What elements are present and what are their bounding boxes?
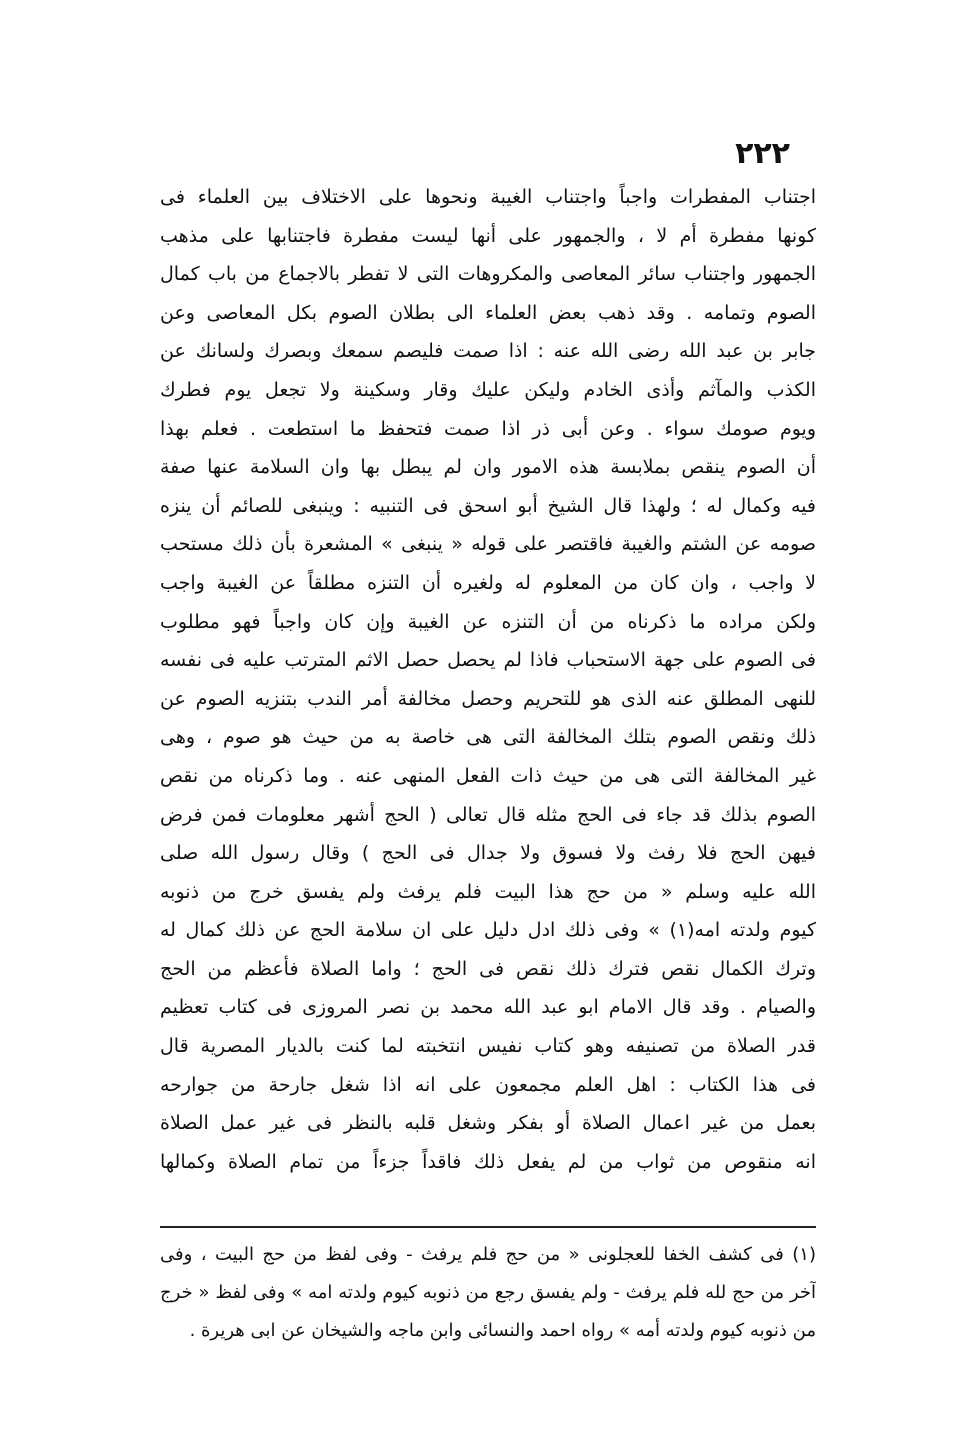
body-line: ذلك ونقص الصوم بتلك المخالفة التى هى خاصة به من حيث هو صوم ، وهى [160, 726, 816, 749]
body-line: الصوم بذلك قد جاء فى الحج مثله قال تعالى ( الحج أشهر معلومات فمن فرض [160, 803, 816, 826]
body-line: فيه وكمال له ؛ ولهذا قال الشيخ أبو اسحق فى التنبيه : وينبغى للصائم أن ينزه [160, 494, 816, 517]
footnote-line: (١) فى كشف الخفا للعجلونى « من حج فلم يرفث - وفى لفظ من حج البيت ، وفى [160, 1244, 816, 1265]
body-line: قدر الصلاة من تصنيفه وهو كتاب نفيس انتخبته لما كنت بالديار المصرية قال [160, 1035, 816, 1058]
body-line: ويوم صومك سواء . وعن أبى ذر اذا صمت فتحفظ ما استطعت . فعلم بهذا [160, 417, 816, 440]
body-line: لا واجب ، وان كان من المعلوم له ولغيره أن التنزه مطلقاً عن الغيبة واجب [160, 571, 816, 594]
footnote-divider [160, 1226, 816, 1228]
body-line: فى هذا الكتاب : اهل العلم مجمعون على انه اذا شغل جارحة من جوارحه [160, 1073, 816, 1096]
body-line: انه منقوص من ثواب من لم يفعل ذلك فاقداً جزءاً من تمام الصلاة وكمالها [160, 1150, 816, 1173]
body-line: الكذب والمآثم وأذى الخادم وليكن عليك وقار وسكينة ولا تجعل يوم فطرك [160, 378, 816, 401]
body-line: وترك الكمال نقص فترك ذلك نقص فى الحج ؛ واما الصلاة فأعظم من الحج [160, 957, 816, 980]
body-line: الصوم وتمامه . وقد ذهب بعض العلماء الى بطلان الصوم بكل المعاصى وعن [160, 301, 816, 324]
body-line: ولكن مراده ما ذكرناه من أن التنزه عن الغيبة وإن كان واجباً فهو مطلوب [160, 610, 816, 633]
body-line: غير المخالفة التى هى من حيث ذات الفعل المنهى عنه . وما ذكرناه من نقص [160, 764, 816, 787]
page-number: ٢٢٢ [735, 136, 790, 171]
body-text [160, 178, 816, 1181]
body-line: فيهن الحج فلا رفث ولا فسوق ولا جدال فى الحج ) وقال رسول الله صلى [160, 842, 816, 865]
body-line: كيوم ولدته امه(١) » وفى ذلك ادل دليل على ان سلامة الحج عن ذلك كمال له [160, 919, 816, 942]
footnote-line: آخر من حج لله فلم يرفث - ولم يفسق رجع من ذنوبه كيوم ولدته امه » وفى لفظ « خرج [160, 1282, 816, 1303]
body-line: الجمهور واجتناب سائر المعاصى والمكروهات التى لا تفطر بالاجماع من باب كمال [160, 263, 816, 286]
body-line: والصيام . وقد قال الامام ابو عبد الله محمد بن نصر المروزى فى كتاب تعظيم [160, 996, 816, 1019]
body-line: صومه عن الشتم والغيبة فاقتصر على قوله « ينبغى » المشعرة بأن ذلك مستحب [160, 533, 816, 556]
body-line: جابر بن عبد الله رضى الله عنه : اذا صمت فليصم سمعك وبصرك ولسانك عن [160, 340, 816, 363]
body-line: فى الصوم على جهة الاستحباب فاذا لم يحصل حصل الاثم المترتب عليه فى نفسه [160, 649, 816, 672]
body-line: بعمل من غير اعمال الصلاة أو بفكر وشغل قلبه بالنظر فى غير عمل الصلاة [160, 1112, 816, 1135]
body-line: أن الصوم ينقص بملابسة هذه الامور وان لم يبطل بها وان السلامة عنها صفة [160, 456, 816, 479]
footnote-line: من ذنوبه كيوم ولدته أمه » رواه احمد والنسائى وابن ماجه والشيخان عن ابى هريرة . [189, 1320, 816, 1341]
body-line: كونها مفطرة أم لا ، والجمهور على أنها ليست مفطرة فاجتنابها على مذهب [160, 224, 816, 247]
body-line: الله عليه وسلم « من حج هذا البيت فلم يرفث ولم يفسق خرج من ذنوبه [160, 880, 816, 903]
footnotes [160, 1236, 816, 1350]
body-line: اجتناب المفطرات واجباً واجتناب الغيبة ونحوها على الاختلاف بين العلماء فى [160, 186, 816, 208]
body-line: للنهى المطلق عنه الذى هو للتحريم وحصل مخالفة أمر الندب بتنزيه الصوم عن [160, 687, 816, 710]
